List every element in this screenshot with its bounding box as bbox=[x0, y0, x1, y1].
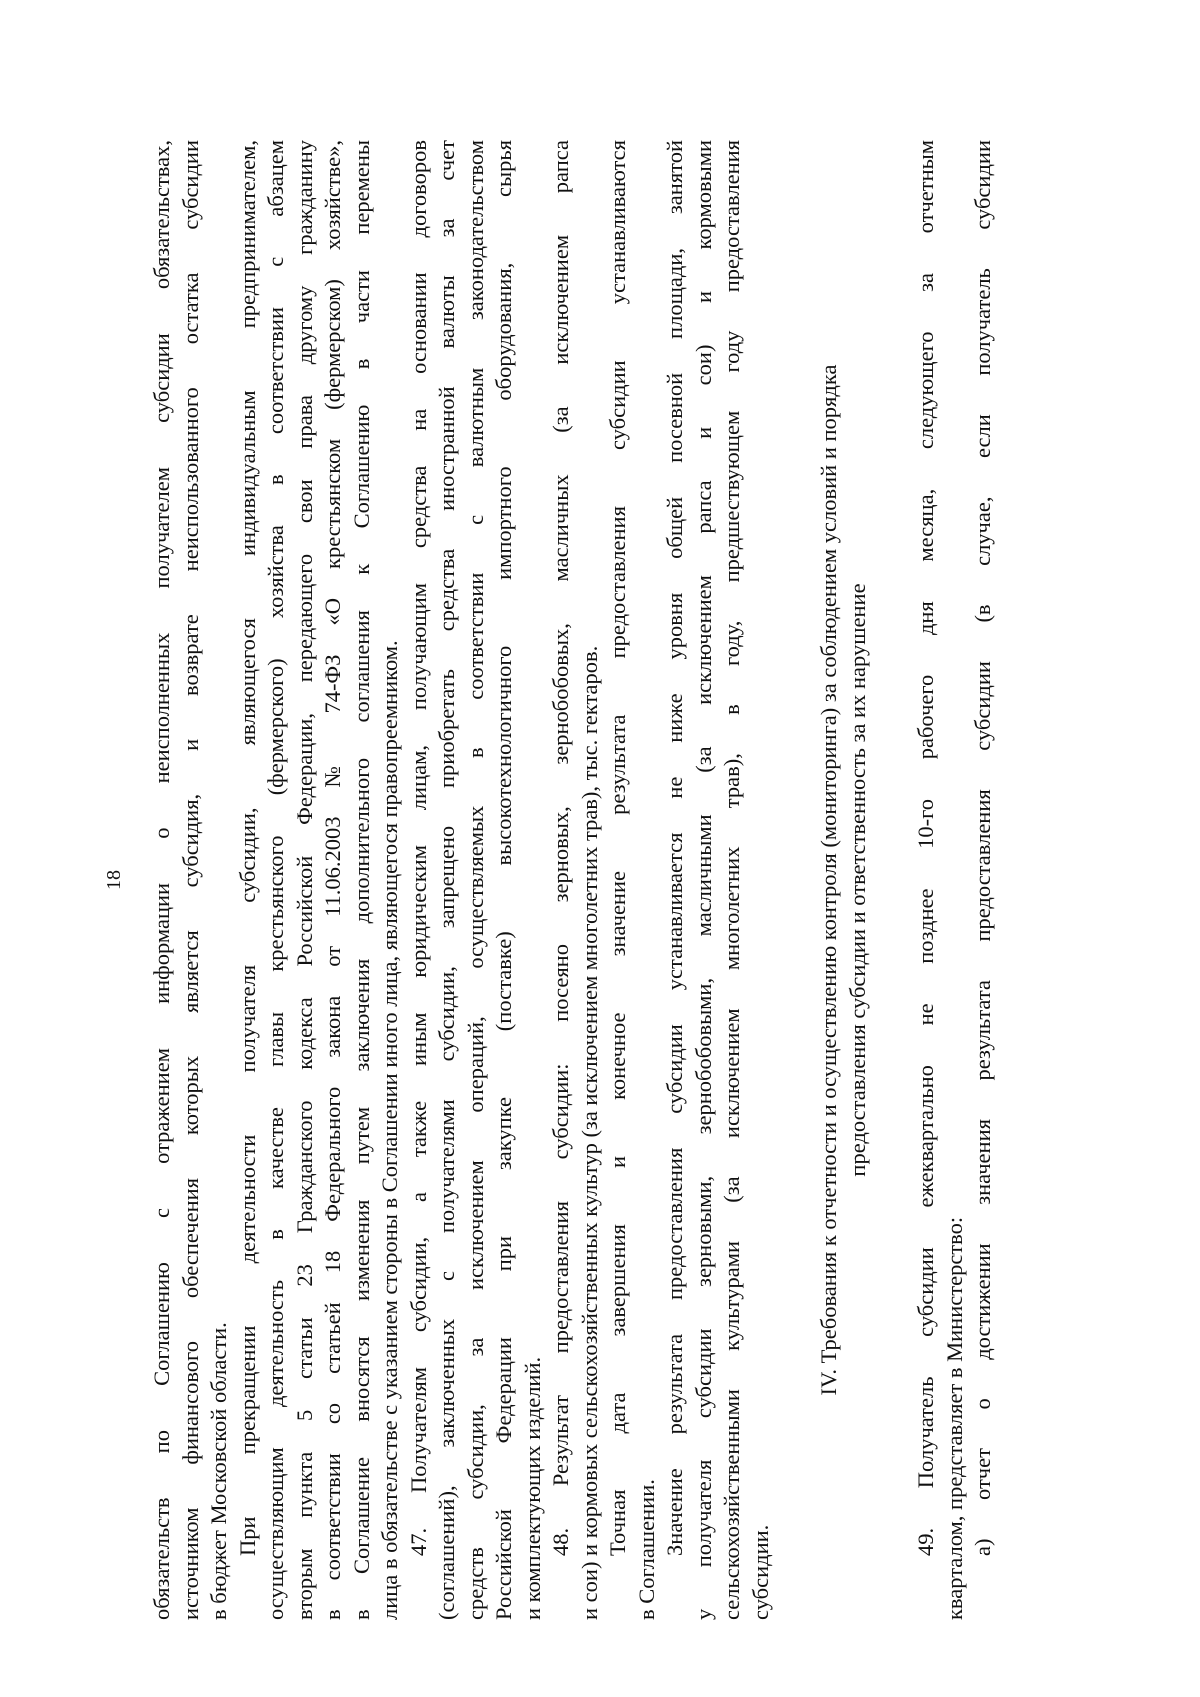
text-line: и сои) и кормовых сельскохозяйственных культур (за исключением многолетних трав), тыс. гектаров. bbox=[576, 645, 602, 1620]
text-line: осуществляющим деятельность в качестве главы крестьянского (фермерского) хозяйства в соответствии с абзацем bbox=[263, 140, 288, 1620]
text-line: источником финансового обеспечения которых является субсидия, и возврате неиспользованного остатка субсидии bbox=[177, 140, 203, 1620]
text-line: (соглашений), заключенных с получателями субсидии, запрещено приобретать средства иностранной валюты за счет bbox=[434, 140, 459, 1620]
text-line: в Соглашение вносятся изменения путем заключения дополнительного соглашения к Соглашению в части перемены bbox=[348, 140, 374, 1620]
text-line: субсидии. bbox=[747, 1524, 773, 1620]
text-line: 47. Получателям субсидии, а также иным юридическим лицам, получающим средства на основании договоров bbox=[405, 140, 431, 1556]
text-line: Российской Федерации при закупке (поставке) высокотехнологичного импортного оборудования, сырья bbox=[491, 140, 516, 1620]
text-line: в бюджет Московской области. bbox=[206, 1322, 231, 1620]
text-line: При прекращении деятельности получателя субсидии, являющегося индивидуальным предпринимателем, bbox=[234, 140, 260, 1556]
text-line: средств субсидии, за исключением операций, осуществляемых в соответствии с валютным законодательством bbox=[462, 140, 488, 1620]
text-line: лица в обязательстве с указанием стороны в Соглашении иного лица, являющегося правопреемником. bbox=[377, 640, 402, 1620]
text-line: Значение результата предоставления субсидии устанавливается не ниже уровня общей посевной площади, занятой bbox=[662, 140, 687, 1556]
text-line: сельскохозяйственными культурами (за исключением многолетних трав), в году, предшествующем году предоставления bbox=[719, 140, 744, 1620]
section-heading-line2: предоставления субсидии и ответственность за их нарушение bbox=[844, 583, 870, 1177]
text-line: кварталом, представляет в Министерство: bbox=[941, 1216, 967, 1620]
text-line: в Соглашении. bbox=[633, 1479, 659, 1620]
text-line: Точная дата завершения и конечное значение результата предоставления субсидии устанавливаются bbox=[605, 140, 630, 1556]
text-line: и комплектующих изделий. bbox=[519, 1356, 545, 1620]
text-line: у получателя субсидии зерновыми, зернобобовыми, масличными (за исключением рапса и сои) и кормовыми bbox=[690, 140, 716, 1620]
page-number: 18 bbox=[103, 870, 125, 890]
text-line: в соответствии со статьей 18 Федерального закона от 11.06.2003 № 74-ФЗ «О крестьянском (фермерском) хозяйстве», bbox=[320, 140, 345, 1620]
document-body bbox=[148, 140, 998, 1620]
text-line: 49. Получатель субсидии ежеквартально не позднее 10-го рабочего дня месяца, следующего за отчетным bbox=[913, 140, 938, 1556]
text-line: обязательств по Соглашению с отражением информации о неисполненных получателем субсидии обязательствах, bbox=[149, 140, 174, 1620]
text-line: вторым пункта 5 статьи 23 Гражданского кодекса Российской Федерации, передающего свои права другому гражданину bbox=[291, 140, 317, 1620]
text-line: 48. Результат предоставления субсидии: посеяно зерновых, зернобобовых, масличных (за исключением рапса bbox=[548, 140, 573, 1556]
section-heading-line1: IV. Требования к отчетности и осуществлению контроля (мониторинга) за соблюдением условий и порядка bbox=[816, 364, 841, 1396]
spacer bbox=[775, 140, 815, 1620]
spacer bbox=[872, 140, 912, 1620]
text-line: а) отчет о достижении значения результата предоставления субсидии (в случае, если получатель субсидии bbox=[970, 140, 995, 1556]
